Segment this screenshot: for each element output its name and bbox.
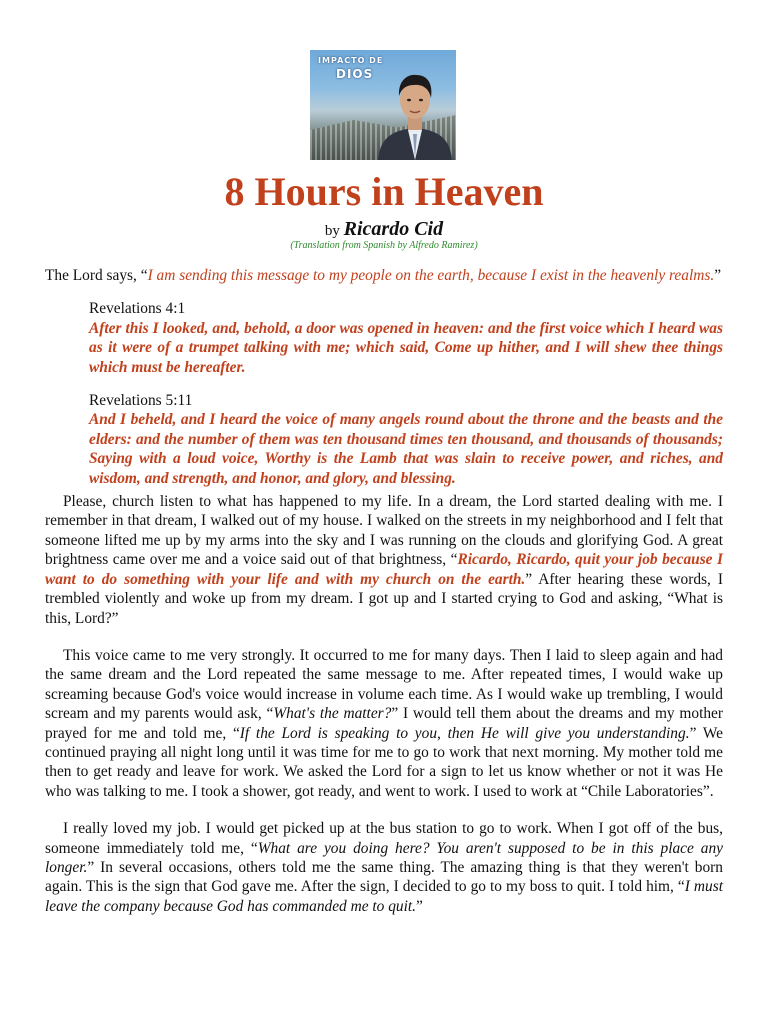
intro-quote: I am sending this message to my people on the earth, because I exist in the heavenly realms.: [147, 267, 715, 284]
verse-text-1: After this I looked, and, behold, a door was opened in heaven: and the first voice which I heard was as it were of a trumpet talking with me; which said, Come up hither, and I will shew thee things which must be hereafter.: [89, 319, 723, 376]
verse-reference-2: Revelations 5:11: [89, 392, 193, 410]
para2-quote-1: What's the matter?: [273, 705, 392, 723]
verse-reference-1: Revelations 4:1: [89, 300, 186, 318]
para2-text-c: ” I would tell them about the dreams and my mother prayed for me and told me, “: [45, 705, 724, 742]
para2-text-e: ” We continued praying all night long until it was time for me to go to work that next morning. My mother told me then to get ready and leave for work. We asked the Lord for a sign to let us know whether or not it was He who was talking to me. I took a shower, got ready, and went to work. I used to work at “Chile Laboratories”.: [45, 724, 723, 800]
author-banner-image: [310, 50, 456, 160]
banner-logo-line2: DIOS: [336, 67, 374, 81]
banner-logo-line1: IMPACTO DE: [318, 56, 384, 65]
document-body: [45, 266, 723, 916]
intro-suffix: ”: [714, 267, 722, 284]
para3-text-e: ”: [415, 897, 423, 915]
para1-quote: Ricardo, Ricardo, quit your job because I want to do something with your life and with my church on the earth.: [45, 551, 723, 588]
intro-paragraph: [45, 266, 723, 285]
byline: [0, 218, 768, 241]
author-portrait: [374, 68, 456, 160]
intro-prefix: The Lord says, “: [45, 267, 148, 284]
para2-text-a: This voice came to me very strongly. It occurred to me for many days. Then I laid to sleep again and had the same dream and the Lord repeated the same message to me. After repeated times, I would wake up screaming because God's voice would increase in volume each time. As I would wake up trembling, I would scream and my parents would ask, “: [45, 646, 723, 723]
para2-quote-2: If the Lord is speaking to you, then He will give you understanding.: [239, 724, 690, 742]
author-name: Ricardo Cid: [343, 218, 444, 240]
verse-text-2: And I beheld, and I heard the voice of many angels round about the throne and the beasts and the elders: and the number of them was ten thousand times ten thousand, and thousands of thousands; Saying with a loud voice, Worthy is the Lamb that was slain to receive power, and riches, and wisdom, and strength, and honor, and glory, and blessing.: [89, 411, 723, 487]
para3-text-a: I really loved my job. I would get picked up at the bus station to go to work. When I got off of the bus, someone immediately told me, “: [45, 820, 723, 857]
paragraph-1: [45, 492, 723, 628]
para3-quote-2: I must leave the company because God has commanded me to quit.: [45, 878, 723, 915]
para3-text-c: ” In several occasions, others told me the same thing. The amazing thing is that they weren't born again. This is the sign that God gave me. After the sign, I decided to go to my boss to quit. I told him, “: [45, 858, 723, 896]
translation-credit: (Translation from Spanish by Alfredo Ramirez): [290, 240, 478, 251]
document-title: 8 Hours in Heaven: [224, 169, 544, 214]
para3-quote-1: What are you doing here? You aren't supposed to be in this place any longer.: [45, 839, 723, 876]
paragraph-2: [45, 646, 723, 801]
paragraph-3: [45, 819, 723, 916]
byline-by: by: [324, 223, 344, 239]
para1-text-c: ” After hearing these words, I trembled violently and woke up from my dream. I got up and I started crying to God and asking, “What is this, Lord?”: [45, 570, 723, 627]
para1-text-a: Please, church listen to what has happened to my life. In a dream, the Lord started dealing with me. I remember in that dream, I walked out of my house. I walked on the streets in my neighborhood and I felt that someone lifted me up by my arms into the sky and I was running on the clouds and glorifying God. A great brightness came over me and a voice said out of that brightness, “: [45, 493, 723, 569]
